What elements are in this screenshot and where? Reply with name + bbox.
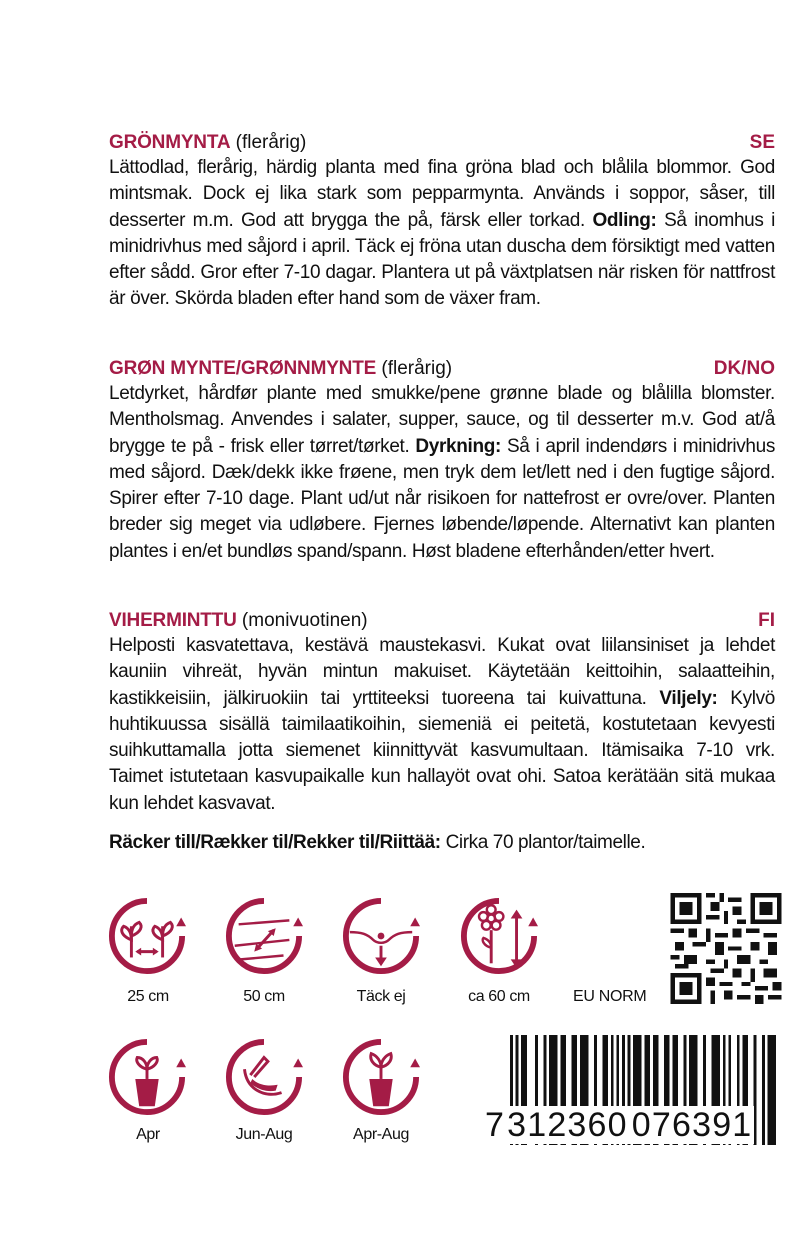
- yield-value: Cirka 70 plantor/taimelle.: [440, 832, 646, 853]
- section-finnish: [109, 608, 775, 817]
- eu-norm-label: EU NORM: [573, 988, 647, 1005]
- planting-time-icon: [342, 1038, 420, 1116]
- section-heading: [109, 608, 775, 633]
- plant-spacing-caption: 25 cm: [127, 988, 169, 1005]
- barcode-digits-right: 076391: [631, 1106, 753, 1144]
- section-body: [109, 155, 775, 313]
- qr-code: [669, 893, 783, 1004]
- sowing-depth-icon: [342, 897, 420, 975]
- section-heading: [109, 130, 775, 155]
- row-spacing-icon: [225, 897, 303, 975]
- plant-height-caption: ca 60 cm: [468, 988, 530, 1005]
- description-text: Helposti kasvatettava, kestävä maustekasvi. Kukat ovat liilansiniset ja lehdet kauniin vihreät, hyvän mintun makuiset. Käytetään keittoihin, salaatteihin, kastikkeisiin, jälkiruokiin tai yrttiteeksi tuoreena tai kuivattuna.: [109, 635, 775, 709]
- cultivation-text: Kylvö huhtikuussa sisällä taimilaatikoihin, siemeniä ei peitetä, kostutetaan kevyesti suihkuttamalla jotta siemenet kiinnittyvät kasvumultaan. Itämisaika 7-10 vrk. Taimet istutetaan kasvupaikalle kun hallayöt ovat ohi. Satoa kerätään sitä mukaa kun lehdet kasvavat.: [109, 687, 776, 814]
- row-spacing-caption: 50 cm: [243, 988, 285, 1005]
- language-code: DK/NO: [713, 358, 775, 379]
- description-text: Lättodlad, flerårig, härdig planta med fina gröna blad och blålila blommor. God mintsmak. Dock ej lika stark som pepparmynta. Används i soppor, såser, till desserter m.m. God att brygga the på, färsk eller torkad.: [109, 157, 775, 231]
- section-danish-norwegian: [109, 356, 775, 565]
- sowing-time-caption: Apr: [136, 1126, 160, 1143]
- barcode-number: [485, 1106, 754, 1145]
- section-heading: [109, 356, 775, 381]
- barcode-digit-first: 7: [485, 1106, 506, 1144]
- plant-type: (monivuotinen): [236, 610, 368, 631]
- barcode-digits-left: 312360: [507, 1106, 628, 1144]
- yield-line: [109, 832, 645, 854]
- language-code: FI: [758, 610, 775, 631]
- section-swedish: [109, 130, 775, 313]
- cultivation-text: Så inomhus i minidrivhus med såjord i april. Täck ej fröna utan duscha dem försiktigt med vatten efter sådd. Gror efter 7-10 dagar. Plantera ut på växtplatsen när risken för nattfrost är över. Skörda bladen efter hand som de växer fram.: [109, 209, 775, 310]
- planting-time-caption: Apr-Aug: [353, 1126, 409, 1143]
- harvest-time-icon: [225, 1038, 303, 1116]
- sowing-depth-caption: Täck ej: [356, 988, 406, 1005]
- section-body: [109, 381, 775, 565]
- cultivation-label: Viljely:: [659, 687, 718, 709]
- sowing-time-icon: [108, 1038, 186, 1116]
- section-body: [109, 633, 775, 817]
- cultivation-label: Odling:: [592, 209, 657, 231]
- plant-name: GRÖNMYNTA: [109, 132, 231, 153]
- cultivation-text: Så i april indendørs i minidrivhus med såjord. Dæk/dekk ikke frøene, men tryk dem let/lett ned i den fugtige såjord. Spirer efter 7-10 dage. Plant ud/ut når risikoen for nattefrost er ovre/over. Planten breder sig meget via udløbere. Fjernes løbende/løpende. Alternativt kan planten plantes i en/et bundløs spand/spann. Høst bladene efterhånden/etter hvert.: [109, 435, 775, 562]
- plant-type: (flerårig): [230, 132, 307, 153]
- language-code: SE: [749, 132, 775, 153]
- plant-name: GRØN MYNTE/GRØNNMYNTE: [109, 358, 377, 379]
- plant-type: (flerårig): [376, 358, 453, 379]
- yield-label: Räcker till/Rækker til/Rekker til/Riittää:: [109, 832, 441, 853]
- plant-spacing-icon: [108, 897, 186, 975]
- harvest-time-caption: Jun-Aug: [235, 1126, 293, 1143]
- plant-name: VIHERMINTTU: [109, 610, 237, 631]
- cultivation-label: Dyrkning:: [415, 435, 501, 457]
- plant-height-icon: [460, 897, 538, 975]
- description-text: Letdyrket, hårdfør plante med smukke/pene grønne blade og blålilla blomster. Mentholsmag. Anvendes i salater, supper, sauce, og til desserter m.v. God at/å brygge te på - frisk eller tørret/tørket.: [109, 383, 775, 457]
